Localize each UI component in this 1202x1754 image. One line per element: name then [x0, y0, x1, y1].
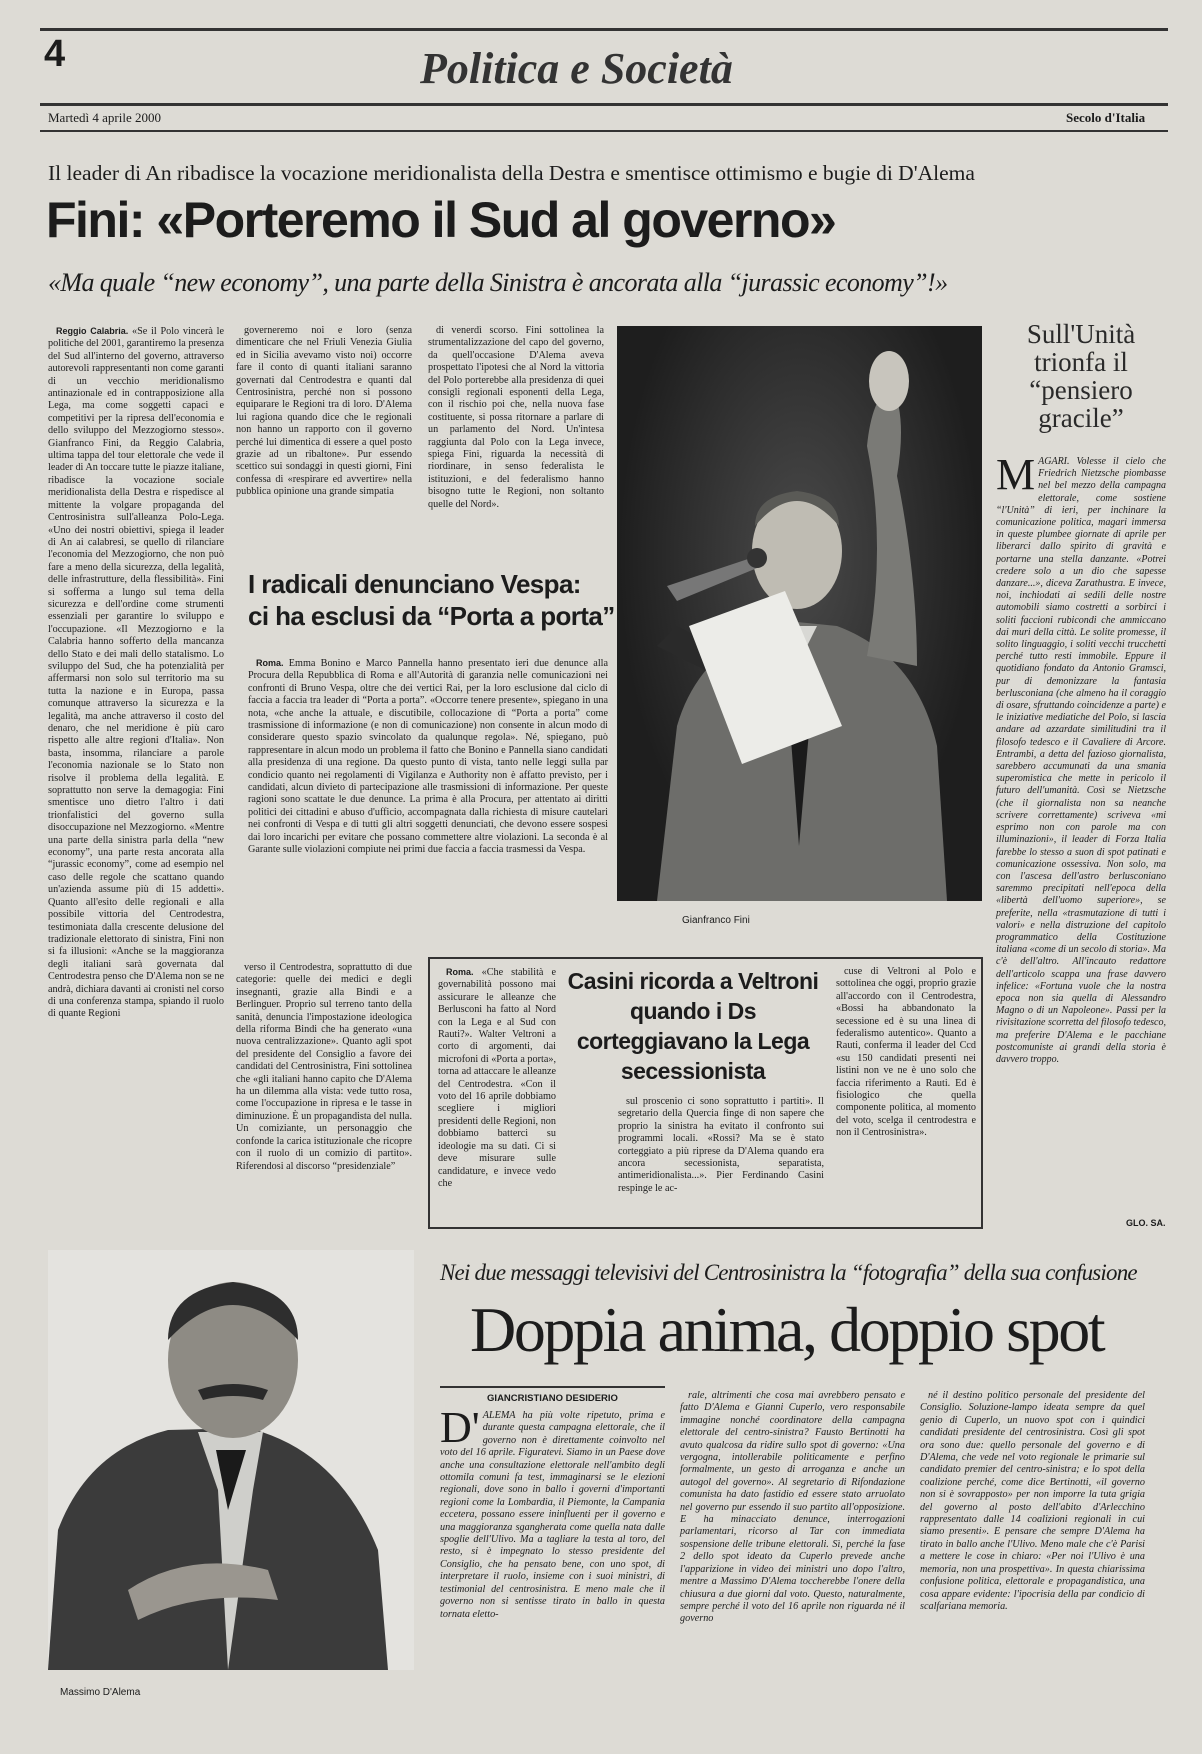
main-headline: Fini: «Porteremo il Sud al governo» — [46, 192, 836, 248]
casini-col3-text: cuse di Veltroni al Polo e sottolinea che oggi, proprio grazie all'accordo con il Centrodestra, «Bossi ha abbandonato la secessione ed è su una linea di federalismo autentico». Quanto a Rauti, conferma il leader del Ccd «su 150 candidati presenti nei listini non ve ne è uno solo che faccia riferimento a Rauti. Ed è fisiologico che quella componente politica, al momento del voto, scelga il centrodestra e non il Centrosinistra». — [836, 966, 976, 1139]
main-col2-text: governeremo noi e loro (senza dimenticare che nel Friuli Venezia Giulia ed in Sicilia avevamo visto noi) occorre fare il conto di quanti italiani saranno governati dal Centrodestra e quanti dal Centrosinistra, perché non si possono equiparare le Regioni tra di loro. D'Alema lui ragiona quando dice che le regionali non hanno un rapporto con il governo perché lui dimentica di essere a quel posto grazie ad un ribaltone». Pur essendo scettico sui sondaggi in questi giorni, Fini confessa di «respirare ed avvertire» nella pubblica opinione una grande simpatia — [236, 325, 412, 498]
dalema-photo-illustration — [48, 1250, 414, 1670]
main-article-col2 — [236, 325, 412, 570]
main-article-col3 — [428, 325, 604, 555]
unita-signature: GLO. SA. — [1126, 1218, 1166, 1228]
top-rule — [40, 28, 1168, 31]
dalema-dropcap: D' — [440, 1403, 480, 1452]
dalema-photo-caption: Massimo D'Alema — [60, 1687, 141, 1698]
dalema-photo — [48, 1250, 414, 1670]
byline-rule — [440, 1386, 665, 1388]
fini-photo — [617, 326, 982, 901]
casini-headline: Casini ricorda a Veltroni quando i Ds corteggiavano la Lega secessionista — [567, 968, 819, 1084]
dalema-col2 — [680, 1390, 905, 1730]
dalema-col1-text: ALEMA ha più volte ripetuto, prima e durante questa campagna elettorale, che il governo non è direttamente coinvolto nel voto del 16 aprile. Figuratevi. Siamo in un Paese dove anche una consultazione elettorale nell'ambito degli ottomila comuni fa test, immaginarsi se le elezioni regionali, dove sono in ballo i governi d'importanti regioni come la Lombardia, il Piemonte, la Campania eccetera, possano essere ininfluenti per il governo e una maggioranza sgangherata come quella nata dalle spoglie dell'Ulivo. Ma a tagliare la testa al toro, del resto, si è impegnato lo stesso presidente del Consiglio, che ha pensato bene, con uno spot, di interpretare il ruolo, insieme con i suoi ministri, di testimonial del centrosinistra. E meno male che il governo non si sentisse tirato in ballo in questa tornata eletto- — [440, 1410, 665, 1620]
casini-dateline: Roma. — [446, 967, 474, 977]
casini-col1-text: «Che stabilità e governabilità possono mai assicurare le alleanze che Berlusconi ha fatto al Nord con la Lega e al Sud con Rauti?». Walter Veltroni a corto di argomenti, dai microfoni di «Porta a porta», torna ad attaccare le alleanze del Centrodestra. «Con il voto del 16 aprile dobbiamo scegliere i migliori presidenti delle Regioni, non dobbiamo batterci su ideologie ma su dati. Ci si deve misurare sulle candidature, e invece vedo che — [438, 967, 557, 1189]
radicali-text: Emma Bonino e Marco Pannella hanno presentato ieri due denunce alla Procura della Repubblica di Roma e all'Autorità di garanzia nelle comunicazioni nei confronti di Bruno Vespa, oltre che dei vertici Rai, per la loro esclusione dal ciclo di faccia a faccia tra leader di “Porta a porta”. «Occorre tenere presente», spiegano in una nota, «che anche la attuale, e discutibile, collocazione di “Porta a porta” come trasmissione di informazione (e non di comunicazione) non consente in alcun modo di considerare questo spazio svincolato da qualunque regola». Né, spiegano, può rappresentare in alcun modo un problema il fatto che Bonino e Pannella siano candidati alla presidenza di una regione. Da questo punto di vista, tanto nelle leggi sulla par condicio quanto nei regolamenti di Vigilanza e Authority non è affatto previsto, per i candidati, alcun divieto di partecipazione alle trasmissioni di informazione. Per queste ragioni sono scattate le due denunce. La prima è alla Procura, per attentato ai diritti politici dei cittadini e abuso d'ufficio, accompagnata dalla richiesta di misure cautelari nei confronti di Vespa e di tutti gli altri soggetti denunciati, che devono essere sospesi dai loro incarichi per evitare che possano commettere altre violazioni. La seconda è al Garante sulle violazioni compiute nei primi due faccia a faccia trasmessi da Vespa. — [248, 658, 608, 856]
fini-photo-illustration — [617, 326, 982, 901]
dalema-col3-text: né il destino politico personale del presidente del Consiglio. Soluzione-lampo ideata sempre da quel genio di Cuperlo, un nuovo spot con i quindici candidati presidente del centrosinistra. Così gli spot ora sono due: quello personale del governo e di D'Alema, che vede nel voto regionale le primarie sul candidato premier del centro-sinistra; e lo spot della coalizione perché, come dice Bertinotti, «il governo non si è sovrapposto» per non imporre la tuta grigia del governo al posto dell'abito d'Arlecchino rappresentato dalle 14 coalizioni regionali in cui siamo presenti». E pensare che sempre D'Alema ha tirato in ballo anche l'Ulivo. Meno male che c'è Parisi a mettere le cose in chiaro: «Per noi l'Ulivo è una memoria, non una prospettiva». In questa chiarissima confusione politica, elettorale e propagandistica, una cosa appare evidente: l'ipocrisia della par condicio di scalfariana memoria. — [920, 1390, 1145, 1612]
dalema-col1 — [440, 1403, 665, 1730]
radicali-body — [248, 657, 608, 955]
main-kicker: Il leader di An ribadisce la vocazione meridionalista della Destra e smentisce ottimismo e bugie di D'Alema — [48, 161, 975, 185]
dalema-headline: Doppia anima, doppio spot — [470, 1294, 1104, 1365]
newspaper-name: Secolo d'Italia — [1066, 110, 1146, 125]
casini-col1 — [438, 966, 556, 1222]
dalema-col3 — [920, 1390, 1145, 1730]
main-article-col-bottom — [236, 962, 412, 1222]
main-col3-text: di venerdì scorso. Fini sottolinea la strumentalizzazione del capo del governo, da quell'occasione D'Alema aveva prospettato l'ipotesi che al Nord la vittoria del Polo porterebbe alla presidenza di quei consigli regionali esponenti della Lega, con il rischio poi che, nella nuova fase costituente, si possa ritornare a parlare di un parlamento del Nord. Un'intesa raggiunta dal Polo con la Lega invece, spiega Fini, riguarda la necessità di riordinare, in senso federalista le istituzioni, e del federalismo hanno bisogno tutte le Regioni, non soltanto quelle del Nord». — [428, 325, 604, 510]
dalema-kicker: Nei due messaggi televisivi del Centrosinistra la “fotografia” della sua confusione — [440, 1260, 1137, 1285]
main-article-col1 — [48, 325, 224, 1020]
header-rule — [40, 103, 1168, 106]
unita-text: AGARI. Volesse il cielo che Friedrich Nietzsche piombasse nel bel mezzo della campagna elettorale, come sostiene “l'Unità” di ieri, per inchinare la comunicazione politica, magari immersa in queste plumbee giornate di aprile per liberarci dallo spirito di gravità e portarne una stella danzante. «Potrei credere solo a un dio che sapesse danzare...», diceva Zarathustra. E invece, noi, inchiodati ai sedili delle nostre automobili siamo costretti a sorbirci i soliti faccioni rubicondi che ammiccano dai muri della città. Le solite promesse, il solito linguaggio, i soliti vecchi trucchetti perché tutto resti immobile. Eppure il quotidiano fondato da Antonio Gramsci, pur di demonizzare la fantasia berlusconiana (che almeno ha il coraggio di osare, sfruttando coincidenze a parte) e le iniziative mediatiche del Polo, si lascia andare ad azzardate similitudini tra il filosofo tedesco e il Cavaliere di Arcore. Entrambi, a detta del fazioso giornalista, sarebbero accumunati da una smania superomistica che mette in pericolo il futuro dell'umanità. Così se Nietzsche (che il giornalista non sa neanche scrivere correttamente) scriveva «mi esprimo non con parole ma con illuminazioni», il leader di Forza Italia farebbe lo stesso a suon di spot patinati e comunicazione ossessiva. Non solo, ma con l'ascesa dell'astro berlusconiano saremmo precipitati nell'epoca della «libertà dell'uomo superiore», se preferite, nella «trasmutazione di tutti i valori» e nella distruzione del capitolo programmatico della Costituzione italiana «come di un secolo di storia». Ma c'è dell'altro. All'incauto redattore dell'articolo scappa una frase davvero infelice: «Fortuna vuole che la nostra epoca non sia quella di Alessandro Magno o di un Napoleone». Passi per la rivisitazione scorretta del filosofo tedesco, ma preferire D'Alema e le pacchiane postcomuniste ai grandi della storia è davvero troppo. — [996, 456, 1166, 1065]
issue-date: Martedì 4 aprile 2000 — [48, 110, 161, 125]
radicali-dateline: Roma. — [256, 658, 284, 668]
main-dateline: Reggio Calabria. — [56, 326, 129, 336]
unita-body — [996, 450, 1166, 1202]
section-title: Politica e Società — [420, 44, 733, 93]
radicali-headline — [248, 568, 615, 632]
main-col-bottom-text: verso il Centrodestra, soprattutto di due categorie: quelle dei medici e degli insegnanti, grazie alla Bindi e a Berlinguer. Proprio sul terreno tanto della sanità, denuncia l'impostazione ideologica della riforma Bindi che ha generato «una nuova centralizzazione». Quanto agli spot del presidente del Consiglio a favore dei candidati del Centrosinistra, Fini sottolinea che «gli italiani hanno capito che D'Alema ha un dilemma alla vista: vede tutto rosa, come l'occupazione in ripresa e le tasse in diminuzione. È un propagandista del nulla. Un comiziante, un personaggio che confonde la carica istituzionale che ricopre con il ruolo di un comizio di partito». Riferendosi al discorso “presidenziale” — [236, 962, 412, 1172]
unita-headline: Sull'Unità trionfa il “pensiero gracile” — [1026, 319, 1136, 433]
dalema-byline: GIANCRISTIANO DESIDERIO — [487, 1393, 618, 1404]
radicali-headline-line1: I radicali denunciano Vespa: — [248, 569, 581, 599]
unita-dropcap: M — [996, 450, 1036, 499]
main-subhead: «Ma quale “new economy”, una parte della Sinistra è ancorata alla “jurassic economy”!» — [48, 268, 948, 297]
dalema-col2-text: rale, altrimenti che cosa mai avrebbero pensato e fatto D'Alema e Gianni Cuperlo, vero responsabile immagine nonché coordinatore della campagna elettorale del centro-sinistra? Fausto Bertinotti ha avuto qualcosa da ridire sullo spot di governo: «Una vergogna, intollerabile politicamente e perfino formalmente, un gesto di arroganza e anche un autogol del governo». Al segretario di Rifondazione comunista ha dato fastidio ed essere stato arruolato nel governo pur essendo il suo partito all'opposizione. E ha minacciato denunce, interrogazioni parlamentari, ricorso al Tar con immediata sospensione delle tribune elettorali. Sì, perché la fase 2 dello spot ideato da Cuperlo prevede anche l'apparizione in video dei ministri uno dopo l'altro, mentre a Massimo D'Alema toccherebbe l'onere della chiusura a due giorni dal voto. Questo, naturalmente, sempre perché il voto del 16 aprile non riguarda né il governo — [680, 1390, 905, 1625]
date-rule — [40, 130, 1168, 132]
page-number: 4 — [44, 33, 66, 75]
casini-col2 — [618, 1096, 824, 1222]
fini-photo-caption: Gianfranco Fini — [682, 915, 750, 926]
casini-col2-text: sul proscenio ci sono soprattutto i partiti». Il segretario della Quercia finge di non sapere che proprio la sinistra ha evitato il confronto sui programmi locali. «Rossi? Ma se è stato corteggiato a più riprese da D'Alema quando era ancora secessionista, separatista, antimeridionalista...». Pier Ferdinando Casini respinge le ac- — [618, 1096, 824, 1194]
radicali-headline-line2: ci ha esclusi da “Porta a porta” — [248, 601, 615, 631]
casini-col3 — [836, 966, 976, 1222]
main-col1-text: «Se il Polo vincerà le politiche del 2001, garantiremo la presenza del Sud all'interno del governo, attraverso autorevoli rappresentanti non come garanti di un vecchio meridionalismo antinazionale ed in contrapposizione alla Lega, ma come soggetti capaci e competitivi per la ripresa dell'economia e dello sviluppo del Mezzogiorno stesso». Gianfranco Fini, da Reggio Calabria, ultima tappa del tour elettorale che vede il leader di An toccare tutte le piazze italiane, ribadisce la vocazione sociale meridionalista della Destra e rispedisce al mittente la volgare propaganda del Centrosinistra sull'alleanza Polo-Lega. «Uno dei nostri obiettivi, spiega il leader di An ai calabresi, se quello di rilanciare l'economia del Mezzogiorno, che non può fare a meno della sicurezza, della legalità, delle infrastrutture, della flessibilità». Fini si sofferma a lungo sul tema della sicurezza e dell'ordine come strumenti essenziali per garantire lo sviluppo e l'occupazione. «Il Mezzogiorno e la Calabria hanno sofferto della mancanza dello Stato e dei mali dello statalismo. Lo sviluppo del Sud, che ha potenzialità per affermarsi non solo sul territorio ma su tutta la nazione e in Europa, passa comunque attraverso la sicurezza e la legalità, ma anche attraverso il costo del denaro, che nel meridione è più caro rispetto alle altre regioni d'Italia». Non basta, insomma, rilanciare a parole l'economia nazionale se lo Stato non risolve il problema della legalità. E soprattutto non serve la demagogia: Fini smentisce uno dietro l'altro i dati trionfalistici del governo sulla disoccupazione nel Mezzogiorno. «Mentre una parte della sinistra parla della “new economy”, una parte resta ancorata alla “jurassic economy”, come ad esempio nel caso delle regole che scattano quando un'azienda assume più di 15 addetti». Quanto all'esito delle regionali e alla possibile vittoria del Centrodestra, testimoniata dalla crescente delusione del tradizionale elettorato di sinistra, Fini non si fa illusioni: «Anche se la maggioranza degli italiani sarà governata dal Centrodestra penso che D'Alema non se ne andrà, dichiara davanti ai cronisti nel corso di una conferenza stampa, spiando il ruolo di quante Regioni — [48, 326, 224, 1020]
